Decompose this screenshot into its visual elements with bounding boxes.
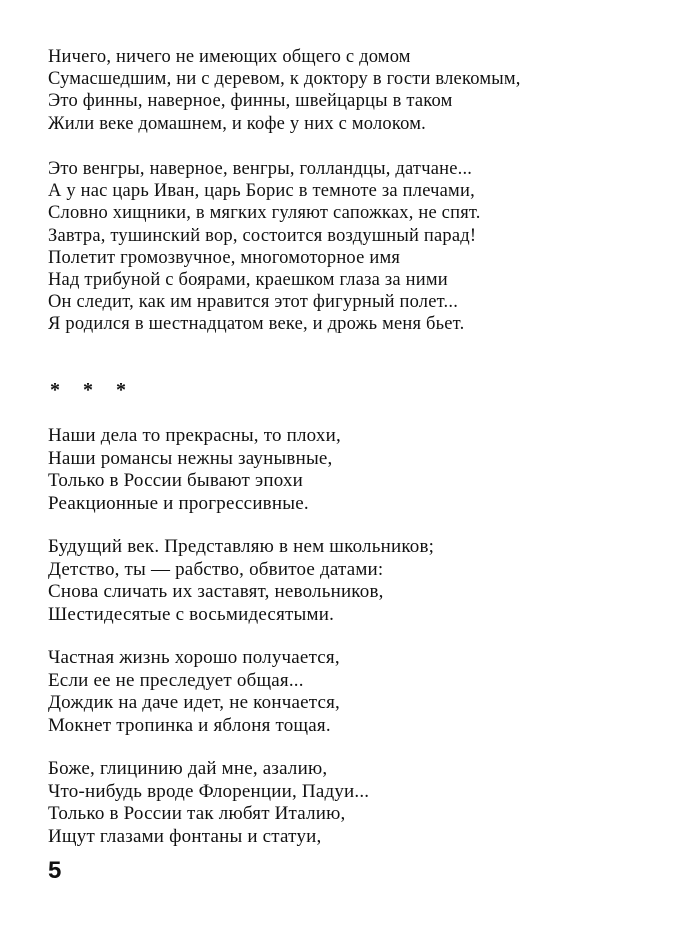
poem-2-stanza-2 <box>48 536 434 626</box>
poem-line: Он следит, как им нравится этот фигурный полет... <box>48 292 459 313</box>
poem-line: Полетит громозвучное, многомоторное имя <box>48 247 401 268</box>
poem-2-stanza-3 <box>48 647 340 737</box>
poem-line: Над трибуной с боярами, краешком глаза за ними <box>48 270 448 291</box>
poem-1-stanza-2 <box>48 158 481 336</box>
poem-line: Это венгры, наверное, венгры, голландцы, датчане... <box>48 159 473 179</box>
poem-line: Будущий век. Представляю в нем школьников; <box>48 536 435 557</box>
poem-line: Я родился в шестнадцатом веке, и дрожь меня бьет. <box>48 314 465 335</box>
poem-line: Ищут глазами фонтаны и статуи, <box>48 825 322 847</box>
poem-line: Если ее не преследует общая... <box>48 669 304 691</box>
poem-line: Словно хищники, в мягких гуляют сапожках, не спят. <box>48 203 481 224</box>
poem-line: Наши дела то прекрасны, то плохи, <box>48 425 341 446</box>
poem-line: Частная жизнь хорошо получается, <box>48 647 340 668</box>
poem-line: Детство, ты — рабство, обвитое датами: <box>48 558 384 580</box>
poem-line: Дождик на даче идет, не кончается, <box>48 692 340 713</box>
poem-line: Завтра, тушинский вор, состоится воздушный парад! <box>48 225 477 246</box>
poem-line: Снова сличать их заставят, невольников, <box>48 581 384 602</box>
poem-line: Шестидесятые с восьмидесятыми. <box>48 603 335 625</box>
poem-line: Что-нибудь вроде Флоренции, Падуи... <box>48 780 370 802</box>
poem-line: Боже, глицинию дай мне, азалию, <box>48 758 328 779</box>
poem-line: Реакционные и прогрессивные. <box>48 492 309 514</box>
section-separator: * * * <box>50 379 135 401</box>
poem-1-stanza-1 <box>48 46 521 135</box>
poem-line: Наши романсы нежны заунывные, <box>48 447 333 469</box>
poem-line: Жили веке домашнем, и кофе у них с молоком. <box>48 113 426 134</box>
poem-line: Только в России так любят Италию, <box>48 803 346 824</box>
poem-2-stanza-4 <box>48 758 369 848</box>
poem-line: Это финны, наверное, финны, швейцарцы в таком <box>48 91 453 112</box>
poem-line: Только в России бывают эпохи <box>48 470 304 491</box>
poem-line: А у нас царь Иван, царь Борис в темноте за плечами, <box>48 181 475 202</box>
poem-2-stanza-1 <box>48 425 341 515</box>
poem-line: Ничего, ничего не имеющих общего с домом <box>48 47 411 67</box>
poem-line: Сумасшедшим, ни с деревом, к доктору в гости влекомым, <box>48 69 521 90</box>
page-number: 5 <box>48 857 62 884</box>
poem-line: Мокнет тропинка и яблоня тощая. <box>48 714 331 736</box>
